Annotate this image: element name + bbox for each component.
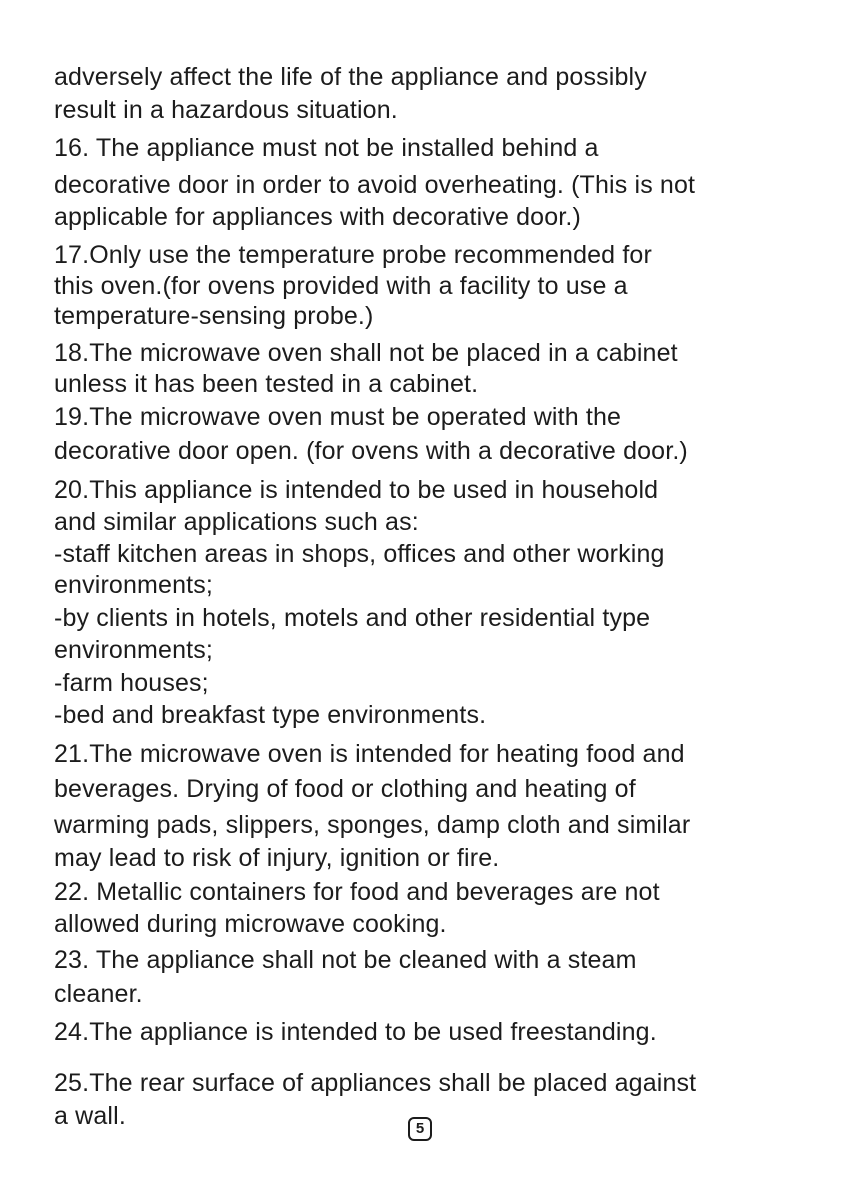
item-16-line: 16. The appliance must not be installed behind a (54, 134, 599, 162)
list-item: -staff kitchen areas in shops, offices and other working (54, 540, 665, 568)
item-21-line: 21.The microwave oven is intended for heating food and (54, 740, 685, 768)
item-20-line: 20.This appliance is intended to be used in household (54, 476, 659, 504)
item-22-line: 22. Metallic containers for food and beverages are not (54, 878, 660, 906)
text-line: cleaner. (54, 980, 143, 1008)
text-line: this oven.(for ovens provided with a facility to use a (54, 272, 628, 300)
text-line: unless it has been tested in a cabinet. (54, 370, 479, 398)
text-line: may lead to risk of injury, ignition or fire. (54, 844, 500, 872)
list-item: -by clients in hotels, motels and other residential type (54, 604, 651, 632)
text-line: decorative door open. (for ovens with a decorative door.) (54, 437, 688, 465)
list-item: -bed and breakfast type environments. (54, 701, 487, 729)
text-line: warming pads, slippers, sponges, damp cloth and similar (54, 811, 691, 839)
list-item: -farm houses; (54, 669, 209, 697)
text-line: adversely affect the life of the appliance and possibly (54, 63, 647, 91)
item-19-line: 19.The microwave oven must be operated with the (54, 403, 622, 431)
text-line: result in a hazardous situation. (54, 96, 398, 124)
item-18-line: 18.The microwave oven shall not be placed in a cabinet (54, 339, 678, 367)
text-line: environments; (54, 636, 213, 664)
text-line: allowed during microwave cooking. (54, 910, 447, 938)
item-17-line: 17.Only use the temperature probe recommended for (54, 241, 652, 269)
text-line: environments; (54, 571, 213, 599)
item-24-line: 24.The appliance is intended to be used freestanding. (54, 1018, 657, 1046)
text-line: temperature-sensing probe.) (54, 302, 374, 330)
text-line: beverages. Drying of food or clothing and heating of (54, 775, 636, 803)
text-line: decorative door in order to avoid overheating. (This is not (54, 171, 696, 199)
item-25-line: 25.The rear surface of appliances shall be placed against (54, 1069, 697, 1097)
text-line: and similar applications such as: (54, 508, 419, 536)
item-23-line: 23. The appliance shall not be cleaned with a steam (54, 946, 637, 974)
text-line: applicable for appliances with decorative door.) (54, 203, 581, 231)
page-number: 5 (408, 1117, 432, 1141)
text-line: a wall. (54, 1102, 126, 1130)
